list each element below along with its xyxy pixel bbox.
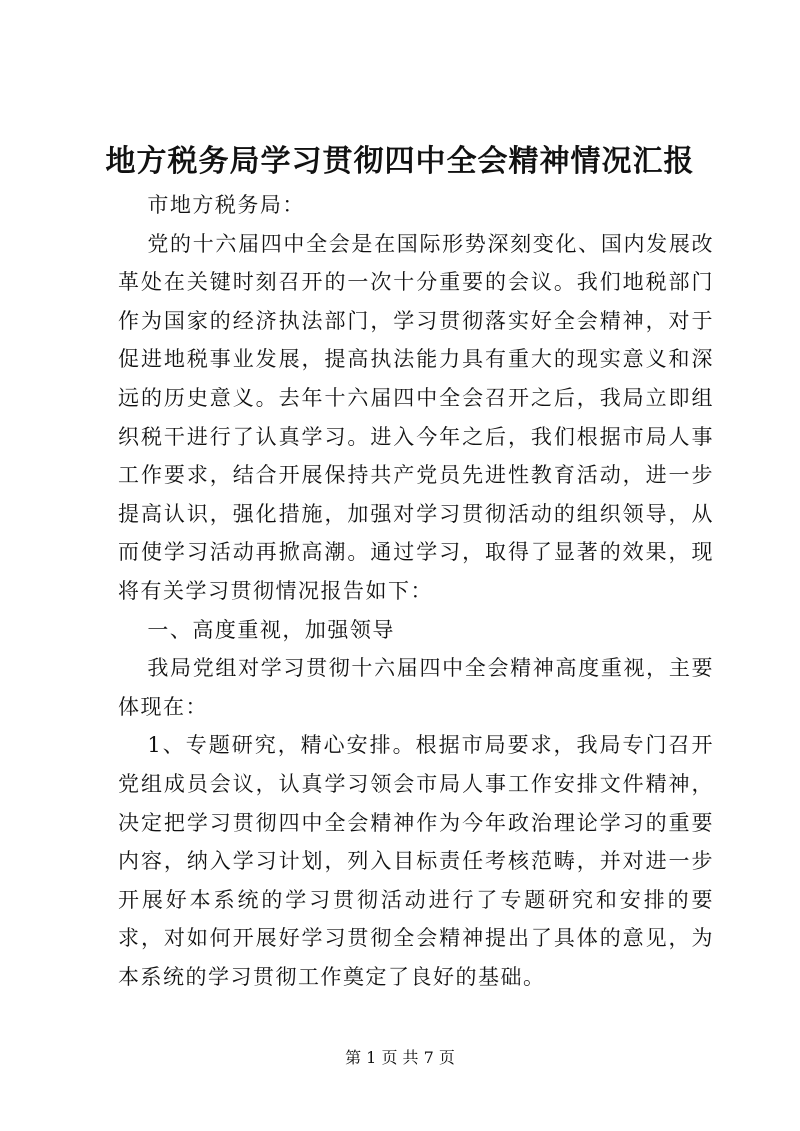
section-heading-1: 一、高度重视，加强领导 [147, 617, 395, 642]
paragraph-intro: 党的十六届四中全会是在国际形势深刻变化、国内发展改革处在关键时刻召开的一次十分重要的会议。我们地税部门作为国家的经济执法部门，学习贯彻落实好全会精神，对于促进地税事业发展，提高执法能力具有重大的现实意义和深远的历史意义。去年十六届四中全会召开之后，我局立即组织税干进行了认真学习。进入今年之后，我们根据市局人事工作要求，结合开展保持共产党员先进性教育活动，进一步提高认识，强化措施，加强对学习贯彻活动的组织领导，从而使学习活动再掀高潮。通过学习，取得了显著的效果，现将有关学习贯彻情况报告如下： [118, 231, 714, 603]
page-number-footer: 第 1 页 共 7 页 [345, 1048, 455, 1067]
salutation: 市地方税务局： [147, 193, 305, 217]
paragraph-item-1: 1、专题研究，精心安排。根据市局要求，我局专门召开党组成员会议，认真学习领会市局人事工作安排文件精神，决定把学习贯彻四中全会精神作为今年政治理论学习的重要内容，纳入学习计划，列入目标责任考核范畴，并对进一步开展好本系统的学习贯彻活动进行了专题研究和安排的要求，对如何开展好学习贯彻全会精神提出了具体的意见，为本系统的学习贯彻工作奠定了良好的基础。 [118, 733, 714, 989]
document-title: 地方税务局学习贯彻四中全会精神情况汇报 [105, 144, 695, 179]
document-body [118, 186, 714, 996]
paragraph-section-1: 我局党组对学习贯彻十六届四中全会精神高度重视，主要体现在： [118, 656, 714, 719]
